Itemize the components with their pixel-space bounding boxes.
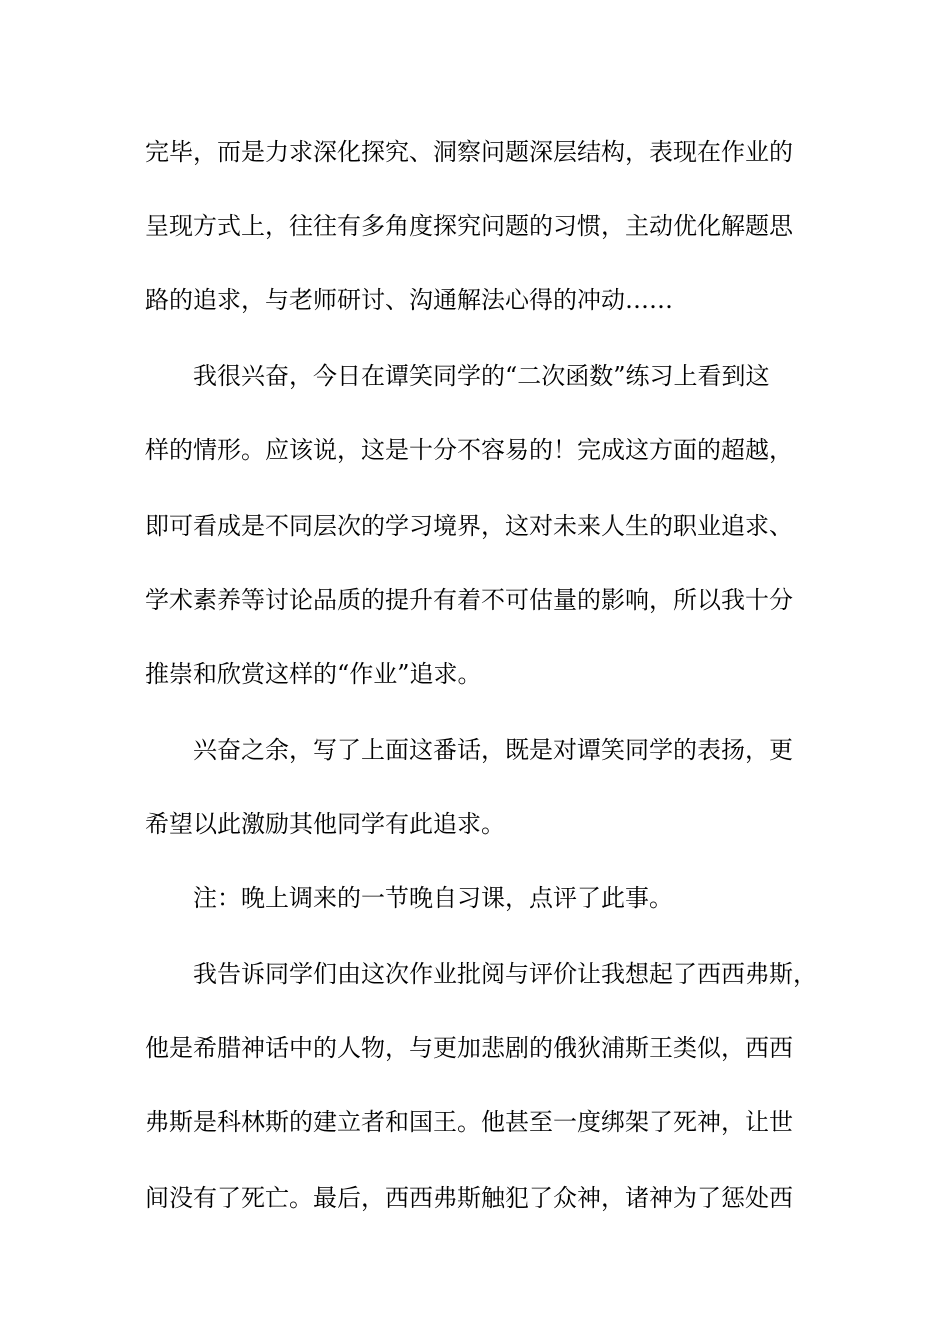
- text-line: 路的追求，与老师研讨、沟通解法心得的冲动……: [145, 286, 673, 314]
- text-line: 完毕，而是力求深化探究、洞察问题深层结构，表现在作业的: [145, 138, 793, 166]
- text-line: 弗斯是科林斯的建立者和国王。他甚至一度绑架了死神，让世: [145, 1108, 793, 1136]
- text-line: 注：晚上调来的一节晚自习课，点评了此事。: [193, 884, 673, 912]
- text-line: 我告诉同学们由这次作业批阅与评价让我想起了西西弗斯，: [193, 960, 817, 988]
- text-line: 样的情形。应该说，这是十分不容易的！完成这方面的超越，: [145, 436, 793, 464]
- text-line: 推崇和欣赏这样的“作业”追求。: [145, 660, 482, 688]
- text-line: 学术素养等讨论品质的提升有着不可估量的影响，所以我十分: [145, 586, 793, 614]
- text-line: 希望以此激励其他同学有此追求。: [145, 810, 505, 838]
- text-line: 即可看成是不同层次的学习境界，这对未来人生的职业追求、: [145, 512, 793, 540]
- text-line: 间没有了死亡。最后，西西弗斯触犯了众神，诸神为了惩处西: [145, 1184, 793, 1212]
- text-line: 呈现方式上，往往有多角度探究问题的习惯，主动优化解题思: [145, 212, 793, 240]
- text-line: 我很兴奋，今日在谭笑同学的“二次函数”练习上看到这: [193, 362, 770, 390]
- text-line: 兴奋之余，写了上面这番话，既是对谭笑同学的表扬，更: [193, 736, 793, 764]
- text-line: 他是希腊神话中的人物，与更加悲剧的俄狄浦斯王类似，西西: [145, 1034, 793, 1062]
